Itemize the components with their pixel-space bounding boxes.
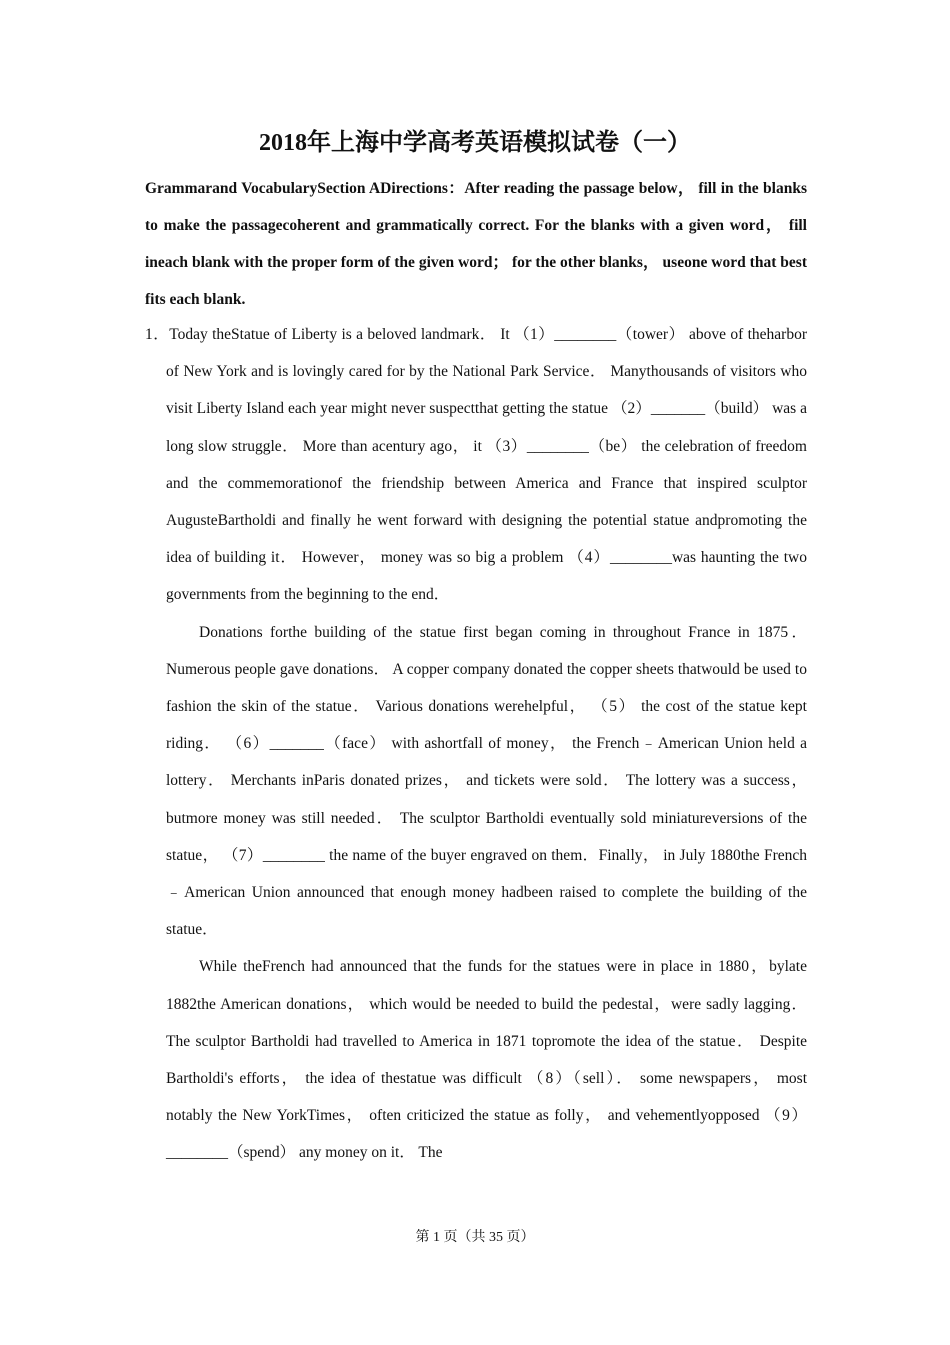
page-footer: 第 1 页（共 35 页）: [415, 1230, 535, 1245]
page-title: 2018年上海中学高考英语模拟试卷（一）: [259, 130, 691, 156]
passage: [145, 316, 807, 1172]
directions-text: Grammarand VocabularySection ADirections：After reading the passage below， fill in the blanks to make the passagecoherent and grammatically correct. For the blanks with a given word， fill ineach blank with the proper form of the given word； for the other blanks， useone word that best fits each blank.: [145, 180, 807, 308]
passage-paragraph: 1．Today theStatue of Liberty is a beloved landmark． It （1）________（tower） above of theharbor of New York and is lovingly cared for by the National Park Service． Manythousands of visitors who visit Liberty Island each year might never suspectthat getting the statue （2）_______（build） was a long slow struggle． More than acentury ago， it （3）________（be） the celebration of freedom and the commemorationof the friendship between America and France that inspired sculptor AugusteBartholdi and finally he went forward with designing the potential statue andpromoting the idea of building it． However， money was so big a problem （4）________was haunting the two governments from the beginning to the end．: [145, 326, 807, 604]
passage-paragraph: Donations forthe building of the statue first began coming in throughout France in 1875．Numerous people gave donations． A copper company donated the copper sheets thatwould be used to fashion the skin of the statue． Various donations werehelpful， （5） the cost of the statue kept riding． （6）_______（face） with ashortfall of money， the French﹣American Union held a lottery． Merchants inParis donated prizes， and tickets were sold． The lottery was a success， butmore money was still needed． The sculptor Bartholdi eventually sold miniatureversions of the statue， （7）________ the name of the buyer engraved on them．Finally， in July 1880the French﹣American Union announced that enough money hadbeen raised to complete the building of the statue．: [166, 623, 807, 939]
passage-paragraph: While theFrench had announced that the funds for the statues were in place in 1880，bylate 1882the American donations， which would be needed to build the pedestal，were sadly lagging． The sculptor Bartholdi had travelled to America in 1871 topromote the idea of the statue． Despite Bartholdi's efforts， the idea of thestatue was difficult （8）（sell）． some newspapers， most notably the New YorkTimes， often criticized the statue as folly， and vehementlyopposed （9）________（spend） any money on it． The: [166, 958, 807, 1162]
